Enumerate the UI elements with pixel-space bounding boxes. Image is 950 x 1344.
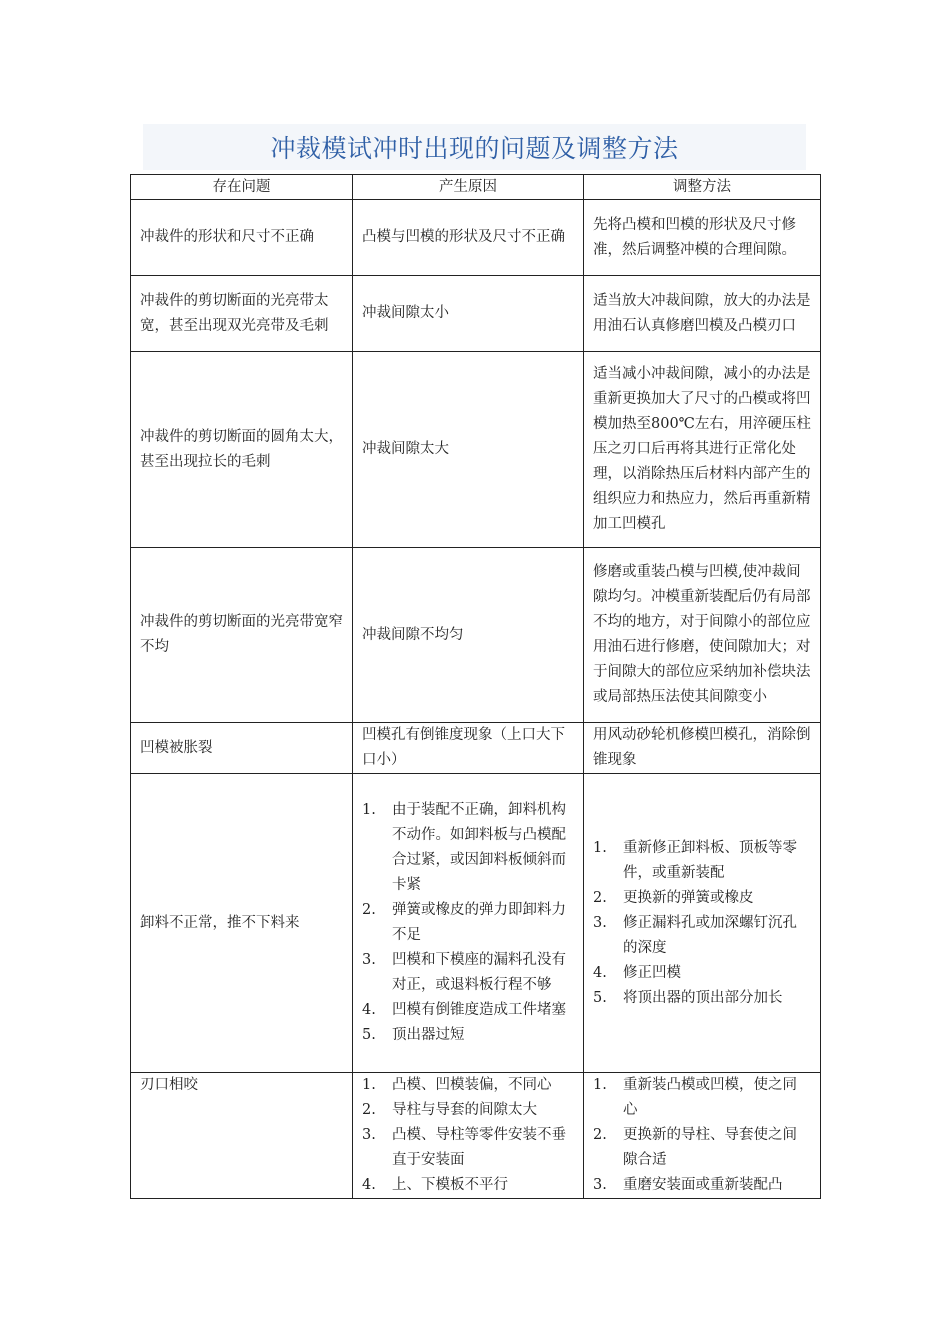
problem-cell: 冲裁件的形状和尺寸不正确 <box>131 200 353 276</box>
solution-cell: 用风动砂轮机修模凹模孔，消除倒锥现象 <box>584 723 821 774</box>
cause-cell <box>353 774 584 1073</box>
list-item: 2. 更换新的导柱、导套使之间隙合适 <box>593 1127 797 1168</box>
list-item: 2. 更换新的弹簧或橡皮 <box>593 889 754 906</box>
table-row <box>131 723 821 774</box>
table-row <box>131 774 821 1073</box>
cause-cell: 冲裁间隙太大 <box>353 352 584 548</box>
list-item: 1. 由于装配不正确，卸料机构不动作。如卸料板与凸模配合过紧，或因卸料板倾斜而卡紧 <box>362 802 566 893</box>
problem-cell: 冲裁件的剪切断面的光亮带太宽，甚至出现双光亮带及毛刺 <box>131 276 353 352</box>
cause-cell <box>353 1073 584 1199</box>
header-problem: 存在问题 <box>131 175 353 200</box>
solution-list <box>593 1073 811 1198</box>
list-item: 4. 凹模有倒锥度造成工件堵塞 <box>362 1002 566 1018</box>
solution-cell: 先将凸模和凹模的形状及尺寸修准，然后调整冲模的合理间隙。 <box>584 200 821 276</box>
cause-cell: 凹模孔有倒锥度现象（上口大下口小） <box>353 723 584 774</box>
solution-cell: 适当放大冲裁间隙，放大的办法是用油石认真修磨凹模及凸模刃口 <box>584 276 821 352</box>
header-cause: 产生原因 <box>353 175 584 200</box>
list-item: 3. 修正漏料孔或加深螺钉沉孔的深度 <box>593 914 797 956</box>
problem-cell: 凹模被胀裂 <box>131 723 353 774</box>
cause-list <box>362 798 574 1048</box>
list-item: 5. 顶出器过短 <box>362 1027 465 1043</box>
list-item: 1. 重新修正卸料板、顶板等零件，或重新装配 <box>593 839 797 881</box>
page-title: 冲裁模试冲时出现的问题及调整方法 <box>270 134 679 163</box>
header-solution: 调整方法 <box>584 175 821 200</box>
solution-cell <box>584 1073 821 1199</box>
list-item: 3. 凸模、导柱等零件安装不垂直于安装面 <box>362 1127 566 1168</box>
problems-table <box>130 174 821 1199</box>
problem-cell: 冲裁件的剪切断面的光亮带宽窄不均 <box>131 548 353 723</box>
solution-list <box>593 836 811 1011</box>
solution-cell: 适当减小冲裁间隙，减小的办法是重新更换加大了尺寸的凸模或将凹模加热至800℃左右，用淬硬压柱压之刃口后再将其进行正常化处理，以消除热压后材料内部产生的组织应力和热应力，然后再重新精加工凹模孔 <box>584 352 821 548</box>
cause-cell: 凸模与凹模的形状及尺寸不正确 <box>353 200 584 276</box>
list-item: 1. 重新装凸模或凹模，使之同心 <box>593 1077 797 1118</box>
list-item: 3. 重磨安装面或重新装配凸 <box>593 1177 783 1193</box>
table-row <box>131 200 821 276</box>
list-item: 5. 将顶出器的顶出部分加长 <box>593 989 783 1006</box>
cause-list <box>362 1073 574 1198</box>
list-item: 4. 修正凹模 <box>593 964 681 981</box>
table-row <box>131 352 821 548</box>
list-item: 1. 凸模、凹模装偏，不同心 <box>362 1077 552 1093</box>
list-item: 2. 弹簧或橡皮的弹力即卸料力不足 <box>362 902 566 943</box>
problem-cell: 冲裁件的剪切断面的圆角太大，甚至出现拉长的毛刺 <box>131 352 353 548</box>
table-header-row <box>131 175 821 200</box>
solution-cell: 修磨或重装凸模与凹模,使冲裁间隙均匀。冲模重新装配后仍有局部不均的地方，对于间隙小的部位应用油石进行修磨，使间隙加大；对于间隙大的部位应采纳加补偿块法或局部热压法使其间隙变小 <box>584 548 821 723</box>
list-item: 2. 导柱与导套的间隙太大 <box>362 1102 537 1118</box>
list-item: 3. 凹模和下模座的漏料孔没有对正，或退料板行程不够 <box>362 952 566 993</box>
problem-cell: 刃口相咬 <box>131 1073 353 1199</box>
title-band <box>143 124 806 170</box>
table-row <box>131 1073 821 1199</box>
table-row <box>131 548 821 723</box>
cause-cell: 冲裁间隙太小 <box>353 276 584 352</box>
solution-cell <box>584 774 821 1073</box>
list-item: 4. 上、下模板不平行 <box>362 1177 508 1193</box>
table-row <box>131 276 821 352</box>
cause-cell: 冲裁间隙不均匀 <box>353 548 584 723</box>
problem-cell: 卸料不正常，推不下料来 <box>131 774 353 1073</box>
